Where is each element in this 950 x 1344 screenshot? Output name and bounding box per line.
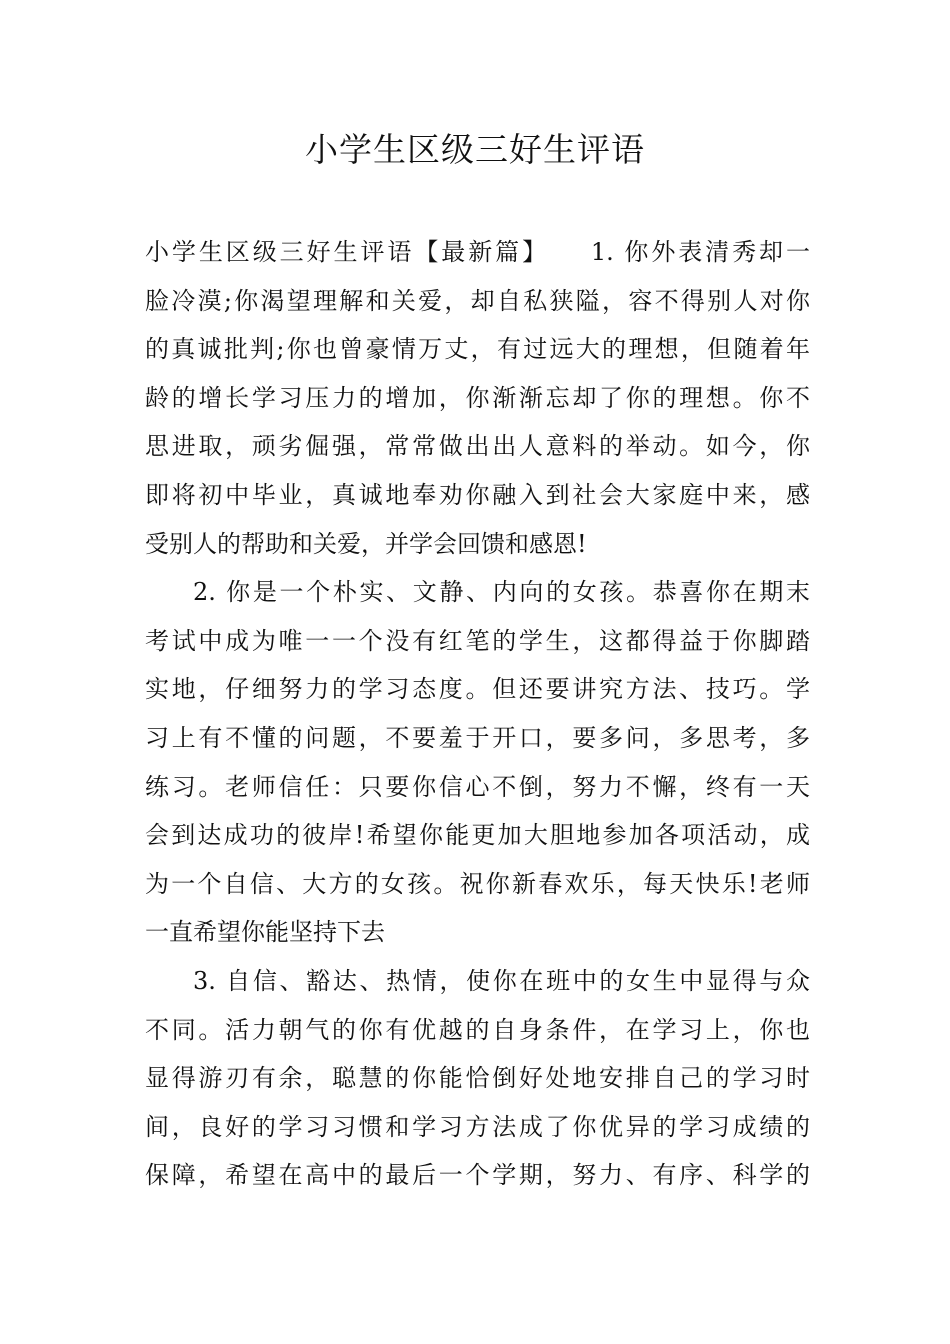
body-line: 习上有不懂的问题，不要羞于开口，要多问，多思考，多	[145, 723, 810, 752]
body-line: 为一个自信、大方的女孩。祝你新春欢乐，每天快乐!老师	[145, 869, 810, 898]
body-line: 不同。活力朝气的你有优越的自身条件，在学习上，你也	[145, 1015, 810, 1044]
body-line: 思进取，顽劣倔强，常常做出出人意料的举动。如今，你	[145, 432, 810, 461]
body-line: 的真诚批判;你也曾豪情万丈，有过远大的理想，但随着年	[145, 335, 810, 364]
body-line: 显得游刃有余，聪慧的你能恰倒好处地安排自己的学习时	[145, 1064, 810, 1093]
body-line: 间，良好的学习习惯和学习方法成了你优异的学习成绩的	[145, 1112, 810, 1141]
document-title: 小学生区级三好生评语	[305, 130, 645, 169]
body-line: 一直希望你能坚持下去	[145, 918, 385, 947]
body-line: 脸冷漠;你渴望理解和关爱，却自私狭隘，容不得别人对你	[145, 286, 810, 315]
body-line: 练习。老师信任：只要你信心不倒，努力不懈，终有一天	[145, 772, 810, 801]
body-line: 考试中成为唯一一个没有红笔的学生，这都得益于你脚踏	[145, 626, 810, 655]
body-line: 小学生区级三好生评语【最新篇】 1. 你外表清秀却一	[145, 238, 810, 266]
document-body	[145, 228, 810, 1200]
body-line: 保障，希望在高中的最后一个学期，努力、有序、科学的	[145, 1161, 810, 1190]
body-line: 龄的增长学习压力的增加，你渐渐忘却了你的理想。你不	[145, 383, 810, 412]
paragraph-start-line: 3. 自信、豁达、热情，使你在班中的女生中显得与众	[193, 966, 810, 995]
body-line: 即将初中毕业，真诚地奉劝你融入到社会大家庭中来，感	[145, 480, 810, 509]
body-line: 受别人的帮助和关爱，并学会回馈和感恩!	[145, 529, 587, 558]
body-line: 实地，仔细努力的学习态度。但还要讲究方法、技巧。学	[145, 675, 810, 704]
paragraph-start-line: 2. 你是一个朴实、文静、内向的女孩。恭喜你在期末	[193, 578, 810, 607]
body-line: 会到达成功的彼岸!希望你能更加大胆地参加各项活动，成	[145, 821, 810, 850]
